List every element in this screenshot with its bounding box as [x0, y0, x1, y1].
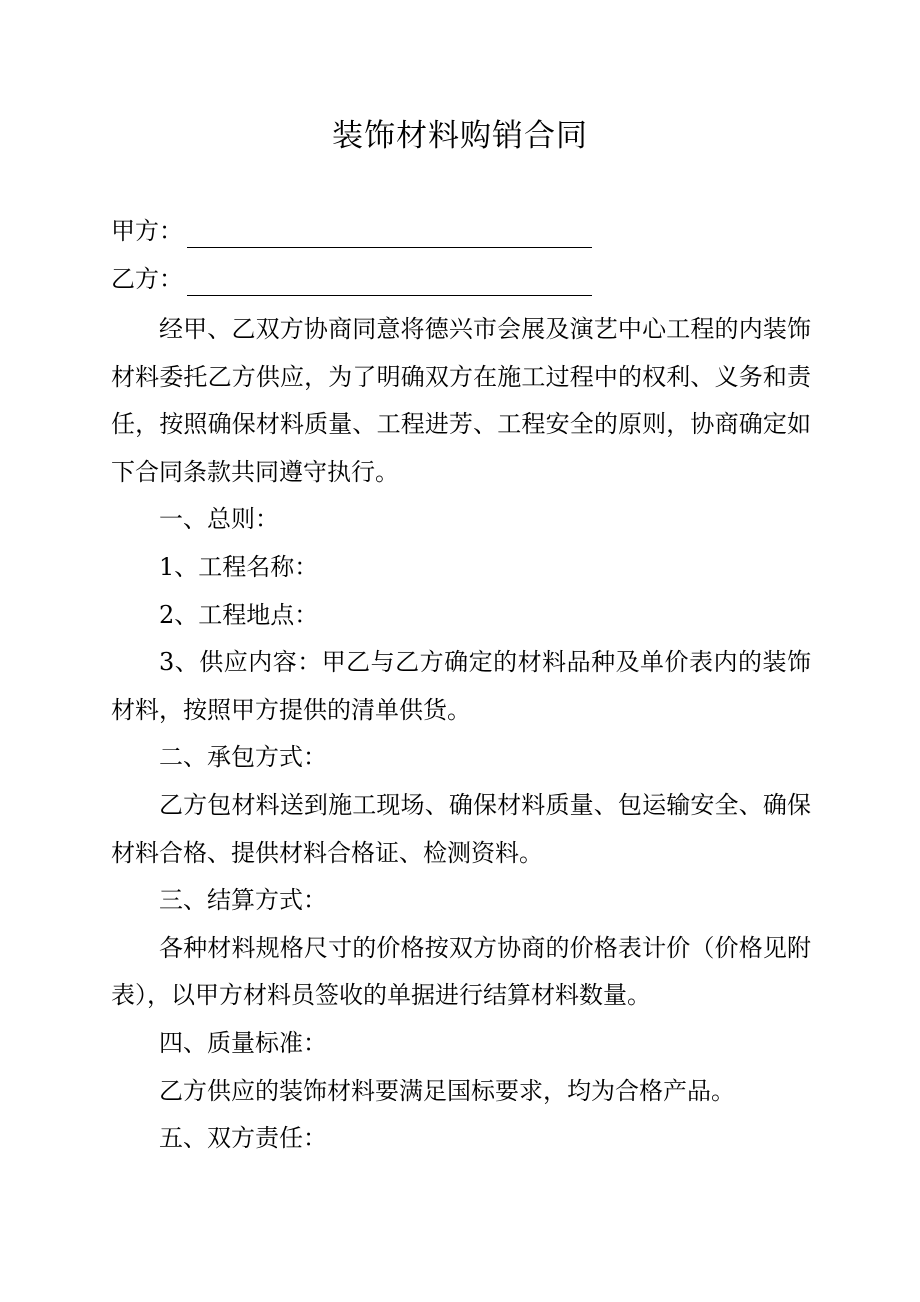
party-a-label: 甲方： [111, 217, 183, 245]
section-heading-responsibilities: 五、双方责任： [159, 1124, 327, 1153]
clause-supply-content: 3、供应内容：甲乙与乙方确定的材料品种及单价表内的装饰材料，按照甲方提供的清单供货。 [111, 648, 811, 724]
party-b-label: 乙方： [111, 265, 183, 293]
party-b-blank-line [187, 269, 592, 296]
document-title: 装饰材料购销合同 [332, 118, 588, 154]
section-heading-general: 一、总则： [159, 505, 279, 534]
section-heading-quality: 四、质量标准： [159, 1028, 327, 1057]
party-a-row [111, 214, 592, 248]
contract-body [111, 306, 811, 1163]
party-a-blank-line [187, 221, 592, 248]
party-b-row [111, 262, 592, 296]
intro-paragraph: 经甲、乙双方协商同意将德兴市会展及演艺中心工程的内装饰材料委托乙方供应，为了明确双方在施工过程中的权利、义务和责任，按照确保材料质量、工程进芳、工程安全的原则，协商确定如下合同条款共同遵守执行。 [111, 315, 811, 486]
clause-project-name: 1、工程名称： [159, 552, 319, 581]
clause-project-location: 2、工程地点： [159, 600, 319, 629]
section-heading-contract-method: 二、承包方式： [159, 743, 327, 772]
clause-quality: 乙方供应的装饰材料要满足国标要求，均为合格产品。 [159, 1076, 735, 1105]
section-heading-settlement: 三、结算方式： [159, 886, 327, 915]
clause-contract-method: 乙方包材料送到施工现场、确保材料质量、包运输安全、确保材料合格、提供材料合格证、检测资料。 [111, 790, 811, 867]
clause-settlement: 各种材料规格尺寸的价格按双方协商的价格表计价（价格见附表），以甲方材料员签收的单据进行结算材料数量。 [111, 933, 811, 1010]
